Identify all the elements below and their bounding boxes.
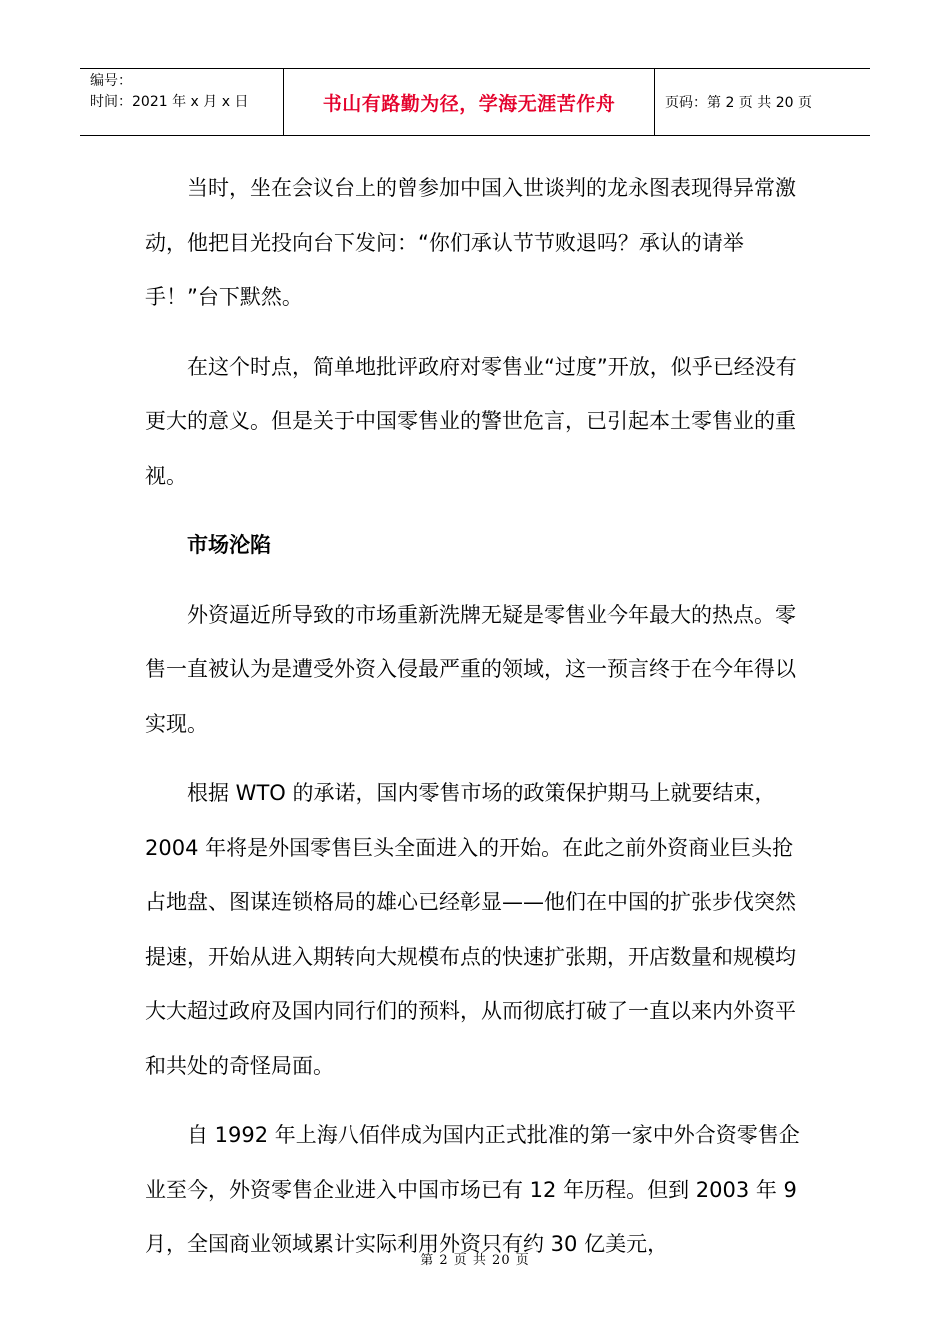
paragraph: 在这个时点，简单地批评政府对零售业“过度”开放，似乎已经没有更大的意义。但是关于中国零售业的警世危言，已引起本土零售业的重视。 — [145, 354, 797, 488]
header-motto-cell — [283, 69, 655, 135]
header-meta — [80, 69, 283, 135]
motto-text: 书山有路勤为径，学海无涯苦作舟 — [322, 92, 616, 115]
header-page-cell — [655, 69, 870, 135]
document-body — [145, 161, 805, 1287]
page-label: 页码：第 2 页 共 20 页 — [665, 95, 812, 111]
time-label: 时间：2021 年 x 月 x 日 — [90, 94, 249, 110]
page-footer: 第 2 页 共 20 页 — [420, 1253, 530, 1268]
paragraph: 外资逼近所导致的市场重新洗牌无疑是零售业今年最大的热点。零售一直被认为是遭受外资入侵最严重的领域，这一预言终于在今年得以实现。 — [145, 602, 796, 736]
section-heading: 市场沦陷 — [187, 533, 271, 557]
page-header — [80, 68, 870, 136]
paragraph: 自 1992 年上海八佰伴成为国内正式批准的第一家中外合资零售企业至今，外资零售企业进入中国市场已有 12 年历程。但到 2003 年 9 月，全国商业领域累计实际利用外资只有约 30 亿美元， — [145, 1123, 800, 1256]
number-label: 编号： — [90, 73, 132, 89]
paragraph: 根据 WTO 的承诺，国内零售市场的政策保护期马上就要结束，2004 年将是外国零售巨头全面进入的开始。在此之前外资商业巨头抢占地盘、图谋连锁格局的雄心已经彰显——他们在中国的扩张步伐突然提速，开始从进入期转向大规模布点的快速扩张期，开店数量和规模均大大超过政府及国内同行们的预料，从而彻底打破了一直以来内外资平和共处的奇怪局面。 — [145, 781, 796, 1078]
paragraph: 当时，坐在会议台上的曾参加中国入世谈判的龙永图表现得异常激动，他把目光投向台下发问：“你们承认节节败退吗？承认的请举手！”台下默然。 — [145, 176, 796, 309]
